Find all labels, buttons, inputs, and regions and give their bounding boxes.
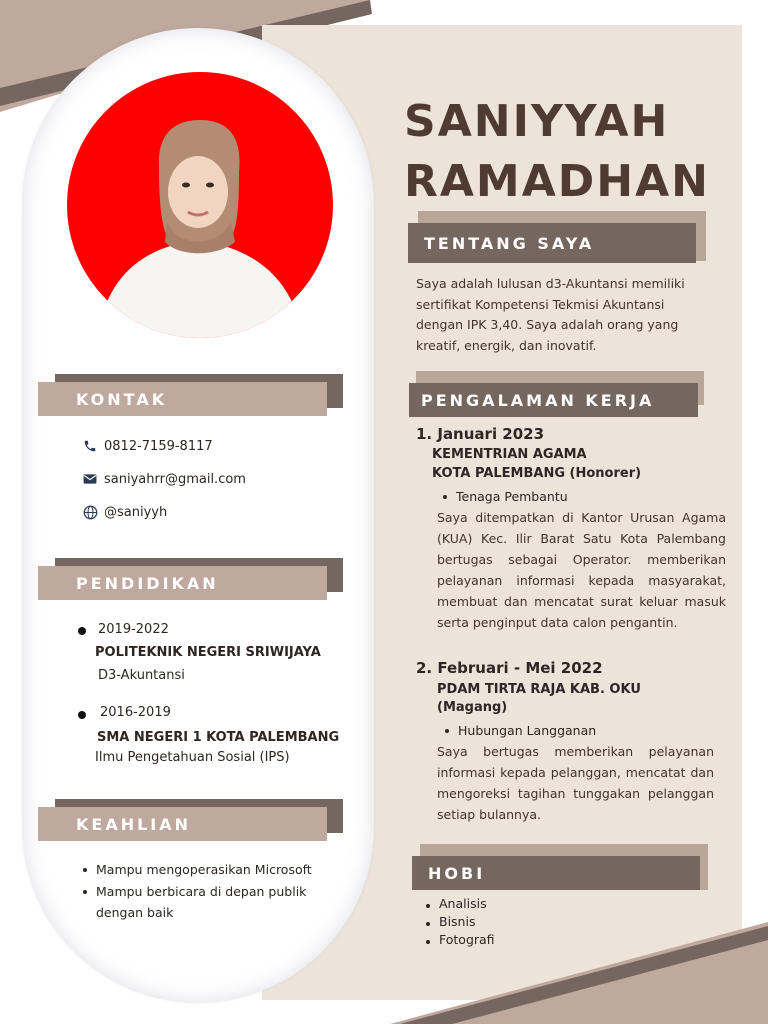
about-text: Saya adalah lulusan d3-Akuntansi memiliki sertifikat Kompetensi Tekmisi Akuntansi dengan IPK 3,40. Saya adalah orang yang kreatif, energik, dan inovatif. xyxy=(416,276,685,353)
contact-header-label: KONTAK xyxy=(76,389,168,409)
full-name xyxy=(404,92,744,212)
experience-header-label: PENGALAMAN KERJA xyxy=(421,390,655,410)
hobby-item: Analisis xyxy=(423,895,623,913)
education-school: SMA NEGERI 1 KOTA PALEMBANG xyxy=(97,730,340,745)
experience-role-list xyxy=(442,720,702,742)
contact-phone-text: 0812-7159-8117 xyxy=(104,438,213,454)
skills-header xyxy=(38,807,327,841)
experience-org-line1: KEMENTRIAN AGAMA xyxy=(432,447,587,462)
hobby-item: Bisnis xyxy=(423,913,623,931)
experience-role-list xyxy=(440,486,700,508)
education-major: Ilmu Pengetahuan Sosial (IPS) xyxy=(95,750,290,765)
education-header-label: PENDIDIKAN xyxy=(76,573,219,593)
last-name: RAMADHAN xyxy=(404,156,710,207)
education-school: POLITEKNIK NEGERI SRIWIJAYA xyxy=(95,645,321,660)
contact-email[interactable] xyxy=(82,471,246,487)
phone-icon xyxy=(82,438,98,454)
experience-role: Hubungan Langganan xyxy=(442,720,702,742)
email-icon xyxy=(82,471,98,487)
hobby-list xyxy=(423,895,623,949)
experience-org-line2: (Magang) xyxy=(437,700,508,715)
experience-description: Saya ditempatkan di Kantor Urusan Agama (KUA) Kec. Ilir Barat Satu Kota Palembang bertugas sebagai Operator. memberikan pelayanan informasi kepada masyarakat, membuat dan mencatat surat keluar masuk serta penginput data calon pengantin. xyxy=(437,510,726,630)
education-major: D3-Akuntansi xyxy=(98,668,185,683)
skills-header-label: KEAHLIAN xyxy=(76,814,192,834)
experience-role: Tenaga Pembantu xyxy=(440,486,700,508)
first-name: SANIYYAH xyxy=(404,96,670,147)
education-years: 2019-2022 xyxy=(98,622,169,637)
education-header xyxy=(38,566,327,600)
hobby-header xyxy=(412,856,700,890)
experience-description: Saya bertugas memberikan pelayanan informasi kepada pelanggan, mencatat dan mengoreksi tagihan tunggakan pelanggan setiap bulannya. xyxy=(437,744,714,822)
about-header xyxy=(408,223,696,263)
experience-org-line1: PDAM TIRTA RAJA KAB. OKU xyxy=(437,682,641,697)
experience-header xyxy=(409,383,698,417)
about-header-label: TENTANG SAYA xyxy=(424,233,595,253)
education-years: 2016-2019 xyxy=(100,705,171,720)
contact-email-text: saniyahrr@gmail.com xyxy=(104,471,246,487)
hobby-header-label: HOBI xyxy=(428,863,486,883)
skills-list xyxy=(80,859,330,924)
education-bullet xyxy=(78,627,86,635)
contact-social-text: @saniyyh xyxy=(104,504,168,520)
experience-date: 1. Januari 2023 xyxy=(416,425,545,443)
experience-org-line2: KOTA PALEMBANG (Honorer) xyxy=(432,466,642,481)
contact-header xyxy=(38,382,327,416)
contact-social[interactable] xyxy=(82,504,167,520)
skill-item: Mampu berbicara di depan publik dengan baik xyxy=(80,881,330,924)
profile-photo xyxy=(67,72,333,338)
experience-date: 2. Februari - Mei 2022 xyxy=(416,659,603,677)
globe-icon xyxy=(82,504,98,520)
skill-item: Mampu mengoperasikan Microsoft xyxy=(80,859,330,881)
contact-phone[interactable] xyxy=(82,438,213,454)
education-bullet xyxy=(78,711,86,719)
hobby-item: Fotografi xyxy=(423,931,623,949)
